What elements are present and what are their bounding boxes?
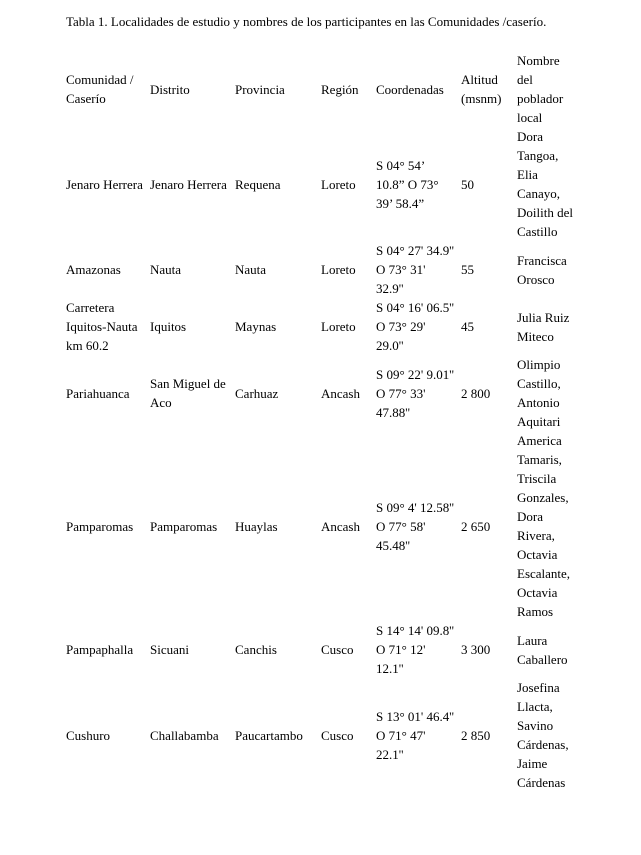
cell-coordenadas: S 09° 4' 12.58'' O 77° 58' 45.48''	[376, 499, 454, 553]
cell-comunidad: Amazonas	[66, 262, 121, 277]
cell-distrito: Jenaro Herrera	[150, 176, 227, 192]
cell-region: Loreto	[321, 262, 356, 277]
cell-provincia: Requena	[235, 176, 281, 192]
cell-coordenadas: S 13° 01' 46.4'' O 71° 47' 22.1''	[376, 708, 454, 762]
cell-distrito: Nauta	[150, 262, 182, 277]
cell-region: Cusco	[321, 727, 354, 743]
cell-distrito: Challabamba	[150, 727, 219, 743]
cell-provincia: Canchis	[235, 642, 277, 657]
cell-comunidad: Jenaro Herrera	[66, 176, 143, 192]
header-region: Región	[321, 81, 359, 97]
table-row	[62, 298, 577, 355]
cell-nombre: Francisca Orosco	[517, 252, 567, 287]
cell-distrito: Iquitos	[150, 319, 187, 334]
table-caption: Tabla 1. Localidades de estudio y nombres de los participantes en las Comunidades /caserío.	[66, 14, 547, 29]
cell-comunidad: Pampaphalla	[66, 642, 134, 657]
cell-nombre: America Tamaris, Triscila Gonzales, Dora Rivera, Octavia Escalante, Octavia Ramos	[517, 433, 571, 619]
cell-nombre: Laura Caballero	[517, 632, 568, 667]
cell-provincia: Carhuaz	[235, 385, 279, 401]
cell-region: Loreto	[321, 319, 356, 334]
cell-region: Ancash	[321, 518, 360, 534]
cell-nombre: Olimpio Castillo, Antonio Aquitari	[517, 357, 561, 429]
cell-altitud: 45	[461, 319, 474, 334]
cell-altitud: 55	[461, 262, 474, 277]
cell-region: Loreto	[321, 176, 356, 192]
table-row	[62, 678, 577, 792]
table-row	[62, 355, 577, 431]
cell-coordenadas: S 14° 14' 09.8'' O 71° 12' 12.1''	[376, 623, 454, 676]
cell-provincia: Nauta	[235, 262, 267, 277]
cell-comunidad: Pariahuanca	[66, 385, 130, 401]
header-distrito: Distrito	[150, 81, 190, 97]
table-row	[62, 127, 577, 241]
cell-coordenadas: S 09° 22' 9.01'' O 77° 33' 47.88''	[376, 366, 454, 420]
cell-altitud: 2 650	[461, 518, 491, 534]
cell-comunidad: Pamparomas	[66, 518, 134, 534]
cell-comunidad: Cushuro	[66, 727, 111, 743]
cell-coordenadas: S 04° 27' 34.9'' O 73° 31' 32.9''	[376, 243, 454, 296]
cell-distrito: Pamparomas	[150, 518, 218, 534]
cell-nombre: Josefina Llacta, Savino Cárdenas, Jaime Cárdenas	[517, 680, 569, 790]
cell-distrito: Sicuani	[150, 642, 189, 657]
cell-altitud: 2 800	[461, 385, 491, 401]
table-row	[62, 241, 577, 298]
cell-provincia: Paucartambo	[235, 727, 303, 743]
header-coordenadas: Coordenadas	[376, 81, 444, 97]
cell-coordenadas: S 04° 16' 06.5'' O 73° 29' 29.0''	[376, 300, 454, 353]
table-row	[62, 621, 577, 678]
cell-provincia: Maynas	[235, 319, 277, 334]
table-header-row	[62, 51, 577, 127]
cell-altitud: 2 850	[461, 727, 491, 743]
cell-coordenadas: S 04° 54’ 10.8” O 73° 39’ 58.4”	[376, 157, 439, 211]
cell-nombre: Dora Tangoa, Elia Canayo, Doilith del Castillo	[517, 129, 573, 239]
header-provincia: Provincia	[235, 81, 285, 97]
header-comunidad: Comunidad / Caserío	[66, 72, 134, 106]
cell-region: Ancash	[321, 385, 360, 401]
cell-altitud: 50	[461, 176, 474, 192]
header-nombre: Nombre del poblador local	[517, 53, 564, 125]
cell-altitud: 3 300	[461, 642, 491, 657]
table-row	[62, 431, 577, 621]
cell-nombre: Julia Ruiz Miteco	[517, 309, 570, 344]
cell-distrito: San Miguel de Aco	[150, 376, 226, 410]
cell-provincia: Huaylas	[235, 518, 278, 534]
cell-region: Cusco	[321, 642, 354, 657]
cell-comunidad: Carretera Iquitos-Nauta km 60.2	[66, 300, 138, 353]
header-altitud: Altitud (msnm)	[461, 72, 502, 106]
localities-table	[62, 51, 577, 792]
